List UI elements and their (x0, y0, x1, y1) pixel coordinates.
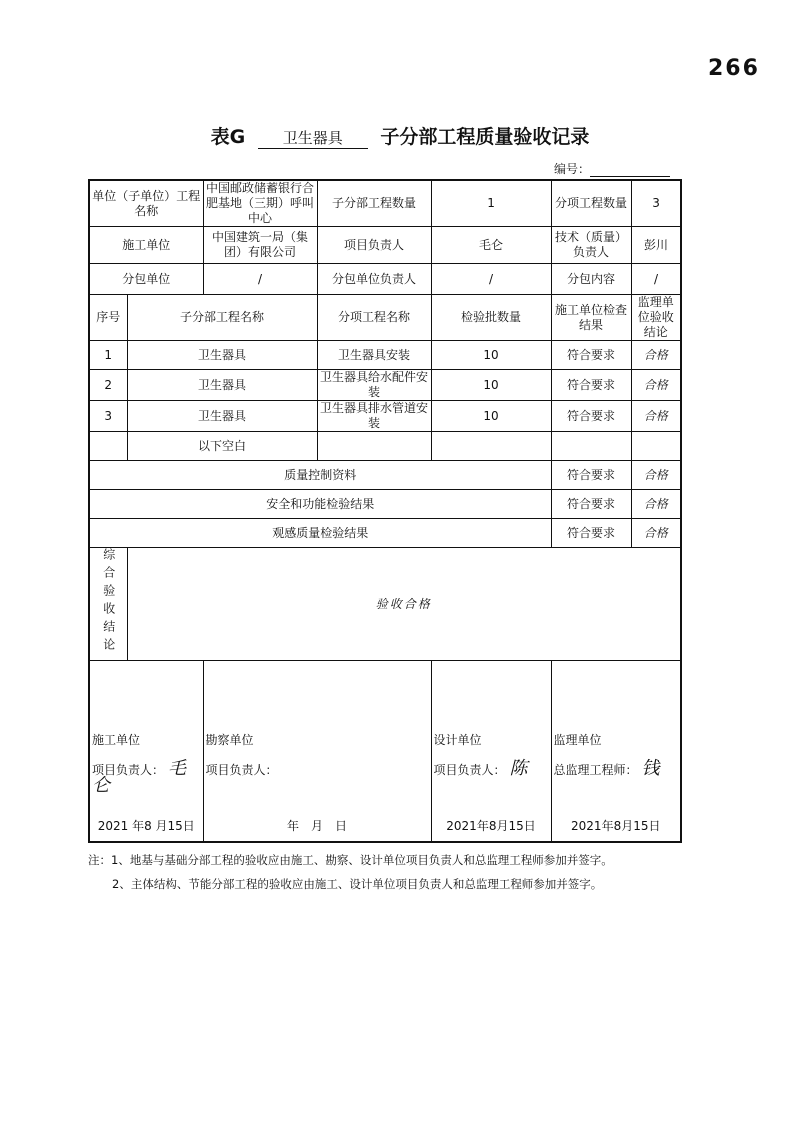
signature-date: 年 月 日 (287, 819, 348, 833)
signature-contractor (89, 661, 203, 843)
sub-count-label: 子分部工程数量 (317, 180, 431, 227)
subcontractor-label: 分包单位 (89, 264, 203, 295)
row-sub: 卫生器具 (127, 401, 317, 432)
tech-label: 技术（质量）负责人 (551, 227, 631, 264)
sub-content-label: 分包内容 (551, 264, 631, 295)
conclusion-label-cell (89, 548, 127, 661)
pm-value: 毛仑 (431, 227, 551, 264)
page-number: 266 (708, 56, 760, 81)
sub-count-value: 1 (431, 180, 551, 227)
row-item: 卫生器具排水管道安装 (317, 401, 431, 432)
row-batch: 10 (431, 401, 551, 432)
item-count-value: 3 (631, 180, 681, 227)
row-batch: 10 (431, 370, 551, 401)
blank-batch (431, 432, 551, 461)
row-sub: 卫生器具 (127, 370, 317, 401)
title-fill: 卫生器具 (258, 127, 368, 149)
summary-row (89, 490, 681, 519)
signature-resp (206, 761, 282, 778)
sub-resp-value: / (431, 264, 551, 295)
table-row (89, 341, 681, 370)
signature-resp (92, 758, 203, 796)
signature-resp-label: 项目负责人： (205, 763, 278, 777)
unit-label: 单位（子单位）工程名称 (89, 180, 203, 227)
row-batch: 10 (431, 341, 551, 370)
signature-resp-label: 总监理工程师： (553, 763, 638, 777)
blank-no (89, 432, 127, 461)
signature-unit: 勘察单位 (205, 733, 254, 747)
tech-value: 彭川 (631, 227, 681, 264)
signature-date: 2021年8月15日 (571, 819, 661, 833)
signature-unit: 监理单位 (553, 733, 602, 747)
sub-content-value: / (631, 264, 681, 295)
conclusion-text: 验收合格 (127, 548, 681, 661)
acceptance-table (88, 179, 682, 843)
summary-check: 符合要求 (551, 461, 631, 490)
unit-value: 中国邮政储蓄银行合肥基地（三期）呼叫中心 (203, 180, 317, 227)
signature-mark: 毛仑 (92, 758, 187, 796)
signature-unit: 施工单位 (92, 733, 141, 747)
summary-row (89, 519, 681, 548)
summary-label: 安全和功能检验结果 (89, 490, 551, 519)
conclusion-label: 综合验收结论 (101, 548, 116, 656)
row-check: 符合要求 (551, 401, 631, 432)
summary-check: 符合要求 (551, 519, 631, 548)
row-item: 卫生器具给水配件安装 (317, 370, 431, 401)
row-no: 1 (89, 341, 127, 370)
summary-conclusion: 合格 (631, 519, 681, 548)
row-no: 3 (89, 401, 127, 432)
col-batch: 检验批数量 (431, 295, 551, 341)
col-sub-name: 子分部工程名称 (127, 295, 317, 341)
summary-row (89, 461, 681, 490)
signature-resp (553, 758, 660, 779)
col-item-name: 分项工程名称 (317, 295, 431, 341)
subcontractor-value: / (203, 264, 317, 295)
sub-resp-label: 分包单位负责人 (317, 264, 431, 295)
row-no: 2 (89, 370, 127, 401)
row-conclusion: 合格 (631, 401, 681, 432)
signature-resp-label: 项目负责人： (92, 763, 165, 777)
signature-mark: 钱 (641, 758, 660, 779)
table-row (89, 401, 681, 432)
title-suffix: 子分部工程质量验收记录 (380, 126, 590, 148)
contractor-value: 中国建筑一局（集团）有限公司 (203, 227, 317, 264)
col-no: 序号 (89, 295, 127, 341)
contractor-label: 施工单位 (89, 227, 203, 264)
signature-date: 2021年8月15日 (446, 819, 536, 833)
signature-unit: 设计单位 (433, 733, 482, 747)
blank-label: 以下空白 (127, 432, 317, 461)
summary-conclusion: 合格 (631, 461, 681, 490)
signature-resp (433, 758, 528, 779)
summary-check: 符合要求 (551, 490, 631, 519)
col-check: 施工单位检查结果 (551, 295, 631, 341)
note-1: 注：1、地基与基础分部工程的验收应由施工、勘察、设计单位项目负责人和总监理工程师参加并签字。 (88, 853, 613, 867)
col-supervise: 监理单位验收结论 (631, 295, 681, 341)
summary-conclusion: 合格 (631, 490, 681, 519)
signature-supervision (551, 661, 681, 843)
summary-label: 质量控制资料 (89, 461, 551, 490)
row-conclusion: 合格 (631, 370, 681, 401)
serial-line (590, 176, 670, 177)
row-check: 符合要求 (551, 341, 631, 370)
serial-label: 编号： (554, 162, 591, 176)
row-sub: 卫生器具 (127, 341, 317, 370)
blank-item (317, 432, 431, 461)
signature-resp-label: 项目负责人： (433, 763, 506, 777)
row-item: 卫生器具安装 (317, 341, 431, 370)
title-prefix: 表G (210, 126, 246, 148)
page-title (0, 122, 800, 149)
blank-conclusion (631, 432, 681, 461)
serial-number (554, 160, 670, 177)
blank-check (551, 432, 631, 461)
row-check: 符合要求 (551, 370, 631, 401)
signature-mark: 陈 (509, 758, 528, 779)
signature-survey (203, 661, 431, 843)
note-2: 2、主体结构、节能分部工程的验收应由施工、设计单位项目负责人和总监理工程师参加并签字。 (112, 877, 603, 891)
summary-label: 观感质量检验结果 (89, 519, 551, 548)
item-count-label: 分项工程数量 (551, 180, 631, 227)
row-conclusion: 合格 (631, 341, 681, 370)
blank-row (89, 432, 681, 461)
table-row (89, 370, 681, 401)
signature-design (431, 661, 551, 843)
signature-date: 2021 年8 月15日 (97, 819, 195, 833)
pm-label: 项目负责人 (317, 227, 431, 264)
